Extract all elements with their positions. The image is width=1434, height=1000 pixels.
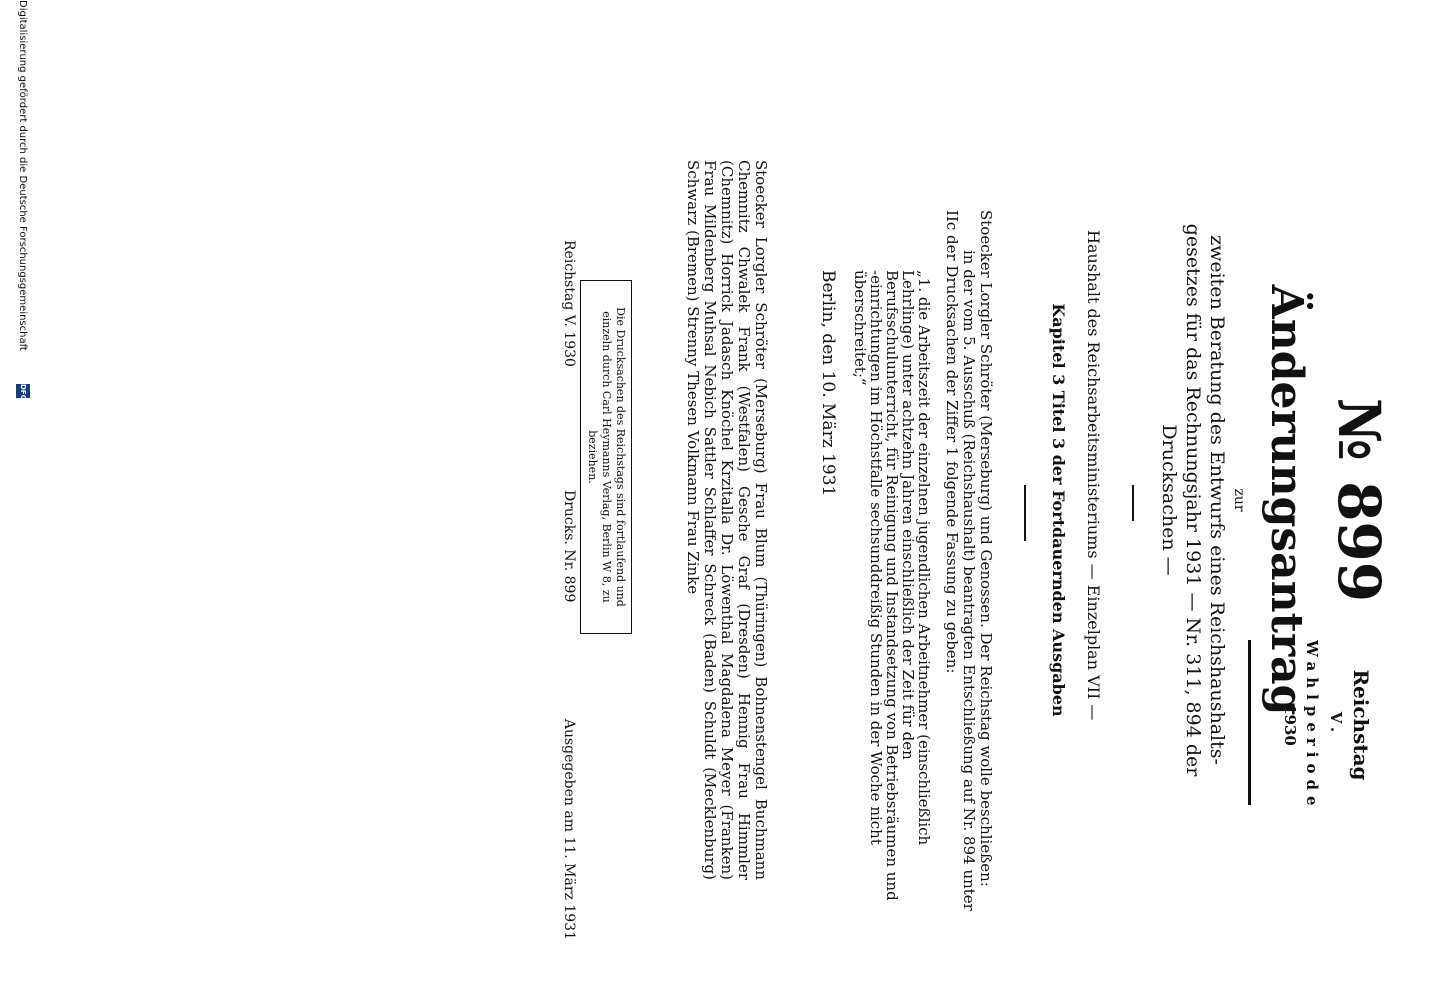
- chapter-heading: Kapitel 3 Titel 3 der Fortdauernden Ausgaben: [1049, 303, 1068, 717]
- legislative-period: V. Wahlperiode: [1303, 640, 1345, 812]
- proposal-intro: Stoecker Lorgler Schröter (Merseburg) und Genossen. Der Reichstag wolle beschließen:: [977, 210, 995, 887]
- signatories-list: Stoecker Lorgler Schröter (Merseburg) Frau Blum (Thüringen) Bohnenstengel Buchmann Chemnitz Chwalek Frank (Westfalen) Gesche Graf (Dresden) Hennig Frau Himmler (Chemnitz) Horrick Jadasch Knöchel Krzitalla Dr. Löwenthal Magdalena Meyer (Franken) Frau Mildenberg Muhsal Nebich Sattler Schlaffer Schreck (Baden) Schuldt (Mecklenburg) Schwarz (Bremen) Strenny Thesen Volkmann Frau Zinke: [684, 160, 770, 880]
- document-number: № 899: [1325, 397, 1393, 603]
- document-footer: [559, 240, 579, 940]
- distribution-notice: Die Drucksachen des Reichstags sind fortlaufend und einzeln durch Carl Heymanns Verlag, Berlin W 8, zu beziehen.: [580, 280, 632, 634]
- place-date: Berlin, den 10. März 1931: [818, 270, 838, 497]
- digitization-credit: Digitalisierung gefördert durch die Deutsche Forschungsgemeinschaft: [17, 0, 28, 351]
- proposal-body: in der vom 5. Ausschuß (Reichshaushalt) beantragten Entschließung auf Nr. 894 unter IIc der Drucksachen der Ziffer 1 folgende Fassung zu geben:: [943, 210, 978, 911]
- footer-right: Ausgegeben am 11. März 1931: [561, 718, 577, 940]
- document-subtitle: zweiten Beratung des Entwurfs eines Reichshaushalts-gesetzes für das Rechnungsjahr 1931 — Nr. 311, 894 der Drucksachen —: [1158, 223, 1228, 777]
- header-vertical-rule: [1248, 640, 1251, 805]
- footer-left: Reichstag V. 1930: [561, 240, 577, 367]
- proposal-text: [943, 210, 994, 930]
- dfg-logo-icon: DFG: [16, 384, 30, 398]
- proposal-quote: „1. die Arbeitszeit der einzelnen jugendlichen Arbeitnehmer (einschließlich Lehrlinge) unter achtzehn Jahren einschließlich der Zeit für den Berufsschulunterricht, für Reinigung und Instandsetzung von Betriebsräumen und -einrichtungen im Höchstfalle sechsunddreißig Stunden in der Woche nicht überschreitet;“: [851, 270, 933, 901]
- house-name: Reichstag: [1349, 669, 1373, 781]
- budget-heading: Haushalt des Reichsarbeitsministeriums — Einzelplan VII —: [1084, 230, 1103, 721]
- footer-middle: Drucks. Nr. 899: [561, 490, 577, 603]
- divider-rule: [1132, 485, 1134, 521]
- title-connector: zur: [1231, 488, 1247, 512]
- period-year: 1930: [1281, 704, 1299, 746]
- divider-rule: [1024, 485, 1026, 541]
- document-title: Änderungsantrag: [1261, 284, 1312, 716]
